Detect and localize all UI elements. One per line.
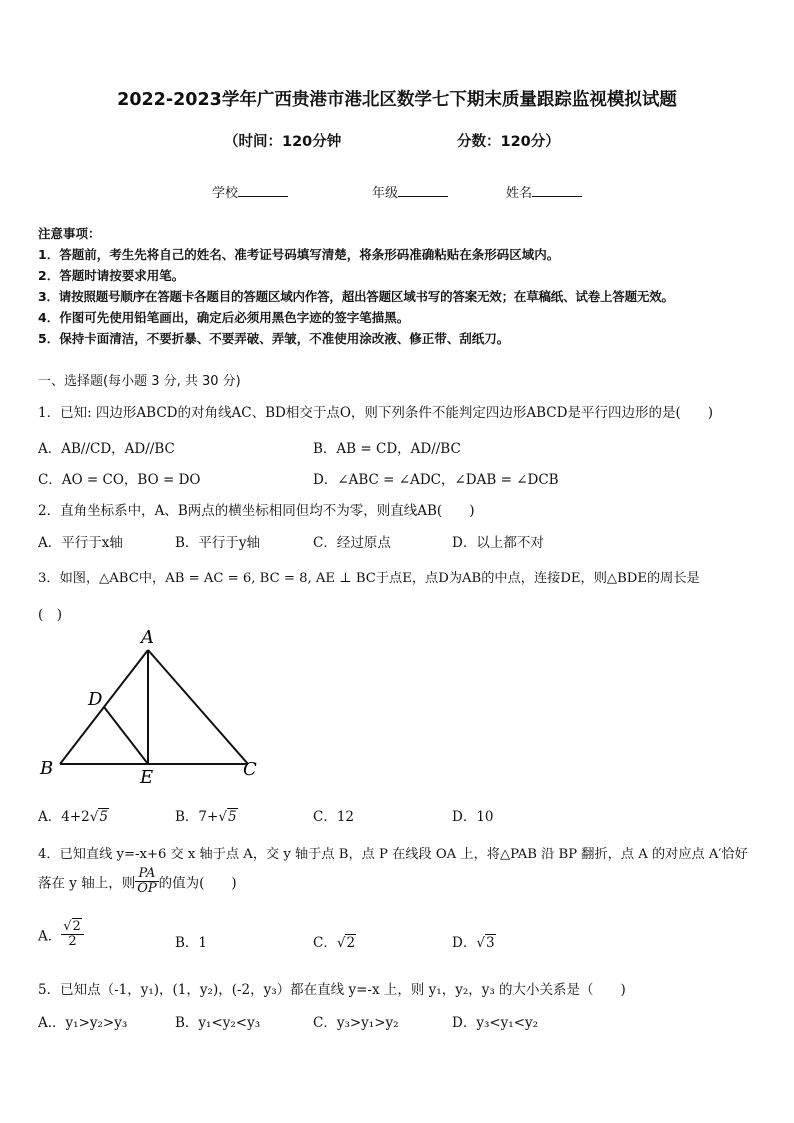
fraction-sqrt2-over-2 — [61, 920, 84, 949]
q4-option-c-radicand: 2 — [346, 935, 356, 951]
note-item: 2．答题时请按要求用笔。 — [38, 268, 185, 283]
page-title: 2022-2023学年广西贵港市港北区数学七下期末质量跟踪监视模拟试题 — [117, 90, 677, 110]
question-5-stem: 5．已知点（-1，y₁)，(1，y₂)，(-2，y₃）都在直线 y=-x 上，则 y₁，y₂，y₃ 的大小关系是（ ) — [38, 982, 626, 998]
q1-option-d[interactable]: D．∠ABC = ∠ADC，∠DAB = ∠DCB — [313, 472, 559, 488]
q5-option-c[interactable]: C．y₃>y₁>y₂ — [313, 1015, 399, 1031]
grade-label: 年级 — [372, 186, 399, 201]
question-4-stem-line2 — [38, 867, 237, 896]
q3-option-b-radicand: 5 — [227, 809, 237, 825]
notes-heading: 注意事项： — [38, 226, 101, 241]
grade-field[interactable] — [372, 182, 448, 201]
q5-option-d[interactable]: D．y₃<y₁<y₂ — [452, 1015, 539, 1031]
q1-option-b[interactable]: B．AB = CD，AD//BC — [313, 441, 461, 457]
sqrt-symbol: √2 — [336, 935, 356, 951]
q3-option-c[interactable]: C．12 — [313, 809, 355, 825]
note-item: 4．作图可先使用铅笔画出，确定后必须用黑色字迹的签字笔描黑。 — [38, 310, 410, 325]
score-label: 分数：120分） — [457, 134, 560, 150]
label-e: E — [140, 767, 154, 788]
q4-option-d-text: D． — [452, 935, 477, 951]
q1-option-a[interactable]: A．AB//CD，AD//BC — [38, 441, 175, 457]
q4-option-d[interactable] — [452, 931, 496, 951]
q2-option-d[interactable]: D．以上都不对 — [452, 535, 544, 551]
question-3-paren: ( ) — [38, 607, 63, 623]
segment-de — [104, 707, 148, 764]
label-d: D — [88, 689, 103, 710]
note-item: 3．请按照题号顺序在答题卡各题目的答题区域内作答，超出答题区域书写的答案无效；在草稿纸、试卷上答题无效。 — [38, 289, 674, 304]
question-4-stem-line1: 4．已知直线 y=-x+6 交 x 轴于点 A，交 y 轴于点 B，点 P 在线段 OA 上，将△PAB 沿 BP 翻折，点 A 的对应点 A′恰好 — [38, 847, 748, 862]
q5-option-a[interactable]: A.．y₁>y₂>y₃ — [38, 1015, 128, 1031]
sqrt-symbol: √5 — [218, 809, 237, 825]
note-item: 1．答题前，考生先将自己的姓名、准考证号码填写清楚，将条形码准确粘贴在条形码区域内。 — [38, 247, 560, 262]
q3-option-b-text: B．7+ — [175, 809, 219, 825]
note-item: 5．保持卡面清洁，不要折暴、不要弄破、弄皱，不准使用涂改液、修正带、刮纸刀。 — [38, 331, 510, 346]
question-2-stem: 2．直角坐标系中，A、B两点的横坐标相同但均不为零，则直线AB( ) — [38, 503, 475, 519]
fraction-denominator: 2 — [68, 934, 77, 949]
school-blank[interactable] — [238, 184, 288, 197]
q1-option-c[interactable]: C．AO = CO，BO = DO — [38, 472, 201, 488]
label-b: B — [40, 758, 54, 779]
q4-stem-pre: 落在 y 轴上，则 — [38, 875, 136, 892]
section-heading: 一、选择题(每小题 3 分, 共 30 分) — [38, 374, 241, 389]
q5-option-b[interactable]: B．y₁<y₂<y₃ — [175, 1015, 261, 1031]
label-c: C — [243, 759, 257, 780]
q4-option-a[interactable] — [38, 920, 84, 949]
triangle-diagram — [38, 625, 268, 790]
segment-ac — [148, 650, 248, 764]
name-blank[interactable] — [532, 184, 582, 197]
q4-option-c[interactable] — [313, 931, 356, 951]
sqrt-symbol: √5 — [89, 809, 108, 825]
name-field[interactable] — [506, 182, 582, 201]
q2-option-c[interactable]: C．经过原点 — [313, 535, 391, 551]
radicand: 2 — [72, 919, 81, 934]
grade-blank[interactable] — [398, 184, 448, 197]
name-label: 姓名 — [506, 186, 533, 201]
fraction-pa-op — [135, 867, 158, 896]
school-field[interactable] — [212, 182, 288, 201]
time-label: （时间：120分钟 — [224, 134, 342, 150]
fraction-denominator: OP — [137, 881, 157, 896]
q4-option-b[interactable]: B．1 — [175, 935, 208, 951]
q4-stem-post: 的值为( ) — [158, 875, 237, 892]
q4-option-a-text: A． — [38, 928, 62, 945]
q3-option-a[interactable] — [38, 805, 109, 825]
label-a: A — [141, 627, 154, 648]
sqrt-symbol: √3 — [476, 935, 495, 951]
q3-option-a-radicand: 5 — [99, 809, 108, 825]
fraction-numerator: PA — [135, 867, 158, 882]
fraction-numerator: √2 — [61, 920, 84, 935]
q4-option-c-text: C． — [313, 935, 337, 951]
school-label: 学校 — [212, 186, 239, 201]
q2-option-a[interactable]: A．平行于x轴 — [38, 535, 123, 551]
q3-option-d[interactable]: D．10 — [452, 809, 494, 825]
question-1-stem: 1．已知: 四边形ABCD的对角线AC、BD相交于点O，则下列条件不能判定四边形ABCD是平行四边形的是( ) — [38, 405, 713, 421]
question-3-stem: 3．如图，△ABC中，AB = AC = 6, BC = 8, AE ⊥ BC于点E，点D为AB的中点，连接DE，则△BDE的周长是 — [38, 571, 700, 586]
q4-option-d-radicand: 3 — [485, 935, 495, 951]
q3-option-a-text: A．4+2 — [38, 809, 90, 825]
q3-option-b[interactable] — [175, 805, 238, 825]
q2-option-b[interactable]: B．平行于y轴 — [175, 535, 261, 551]
